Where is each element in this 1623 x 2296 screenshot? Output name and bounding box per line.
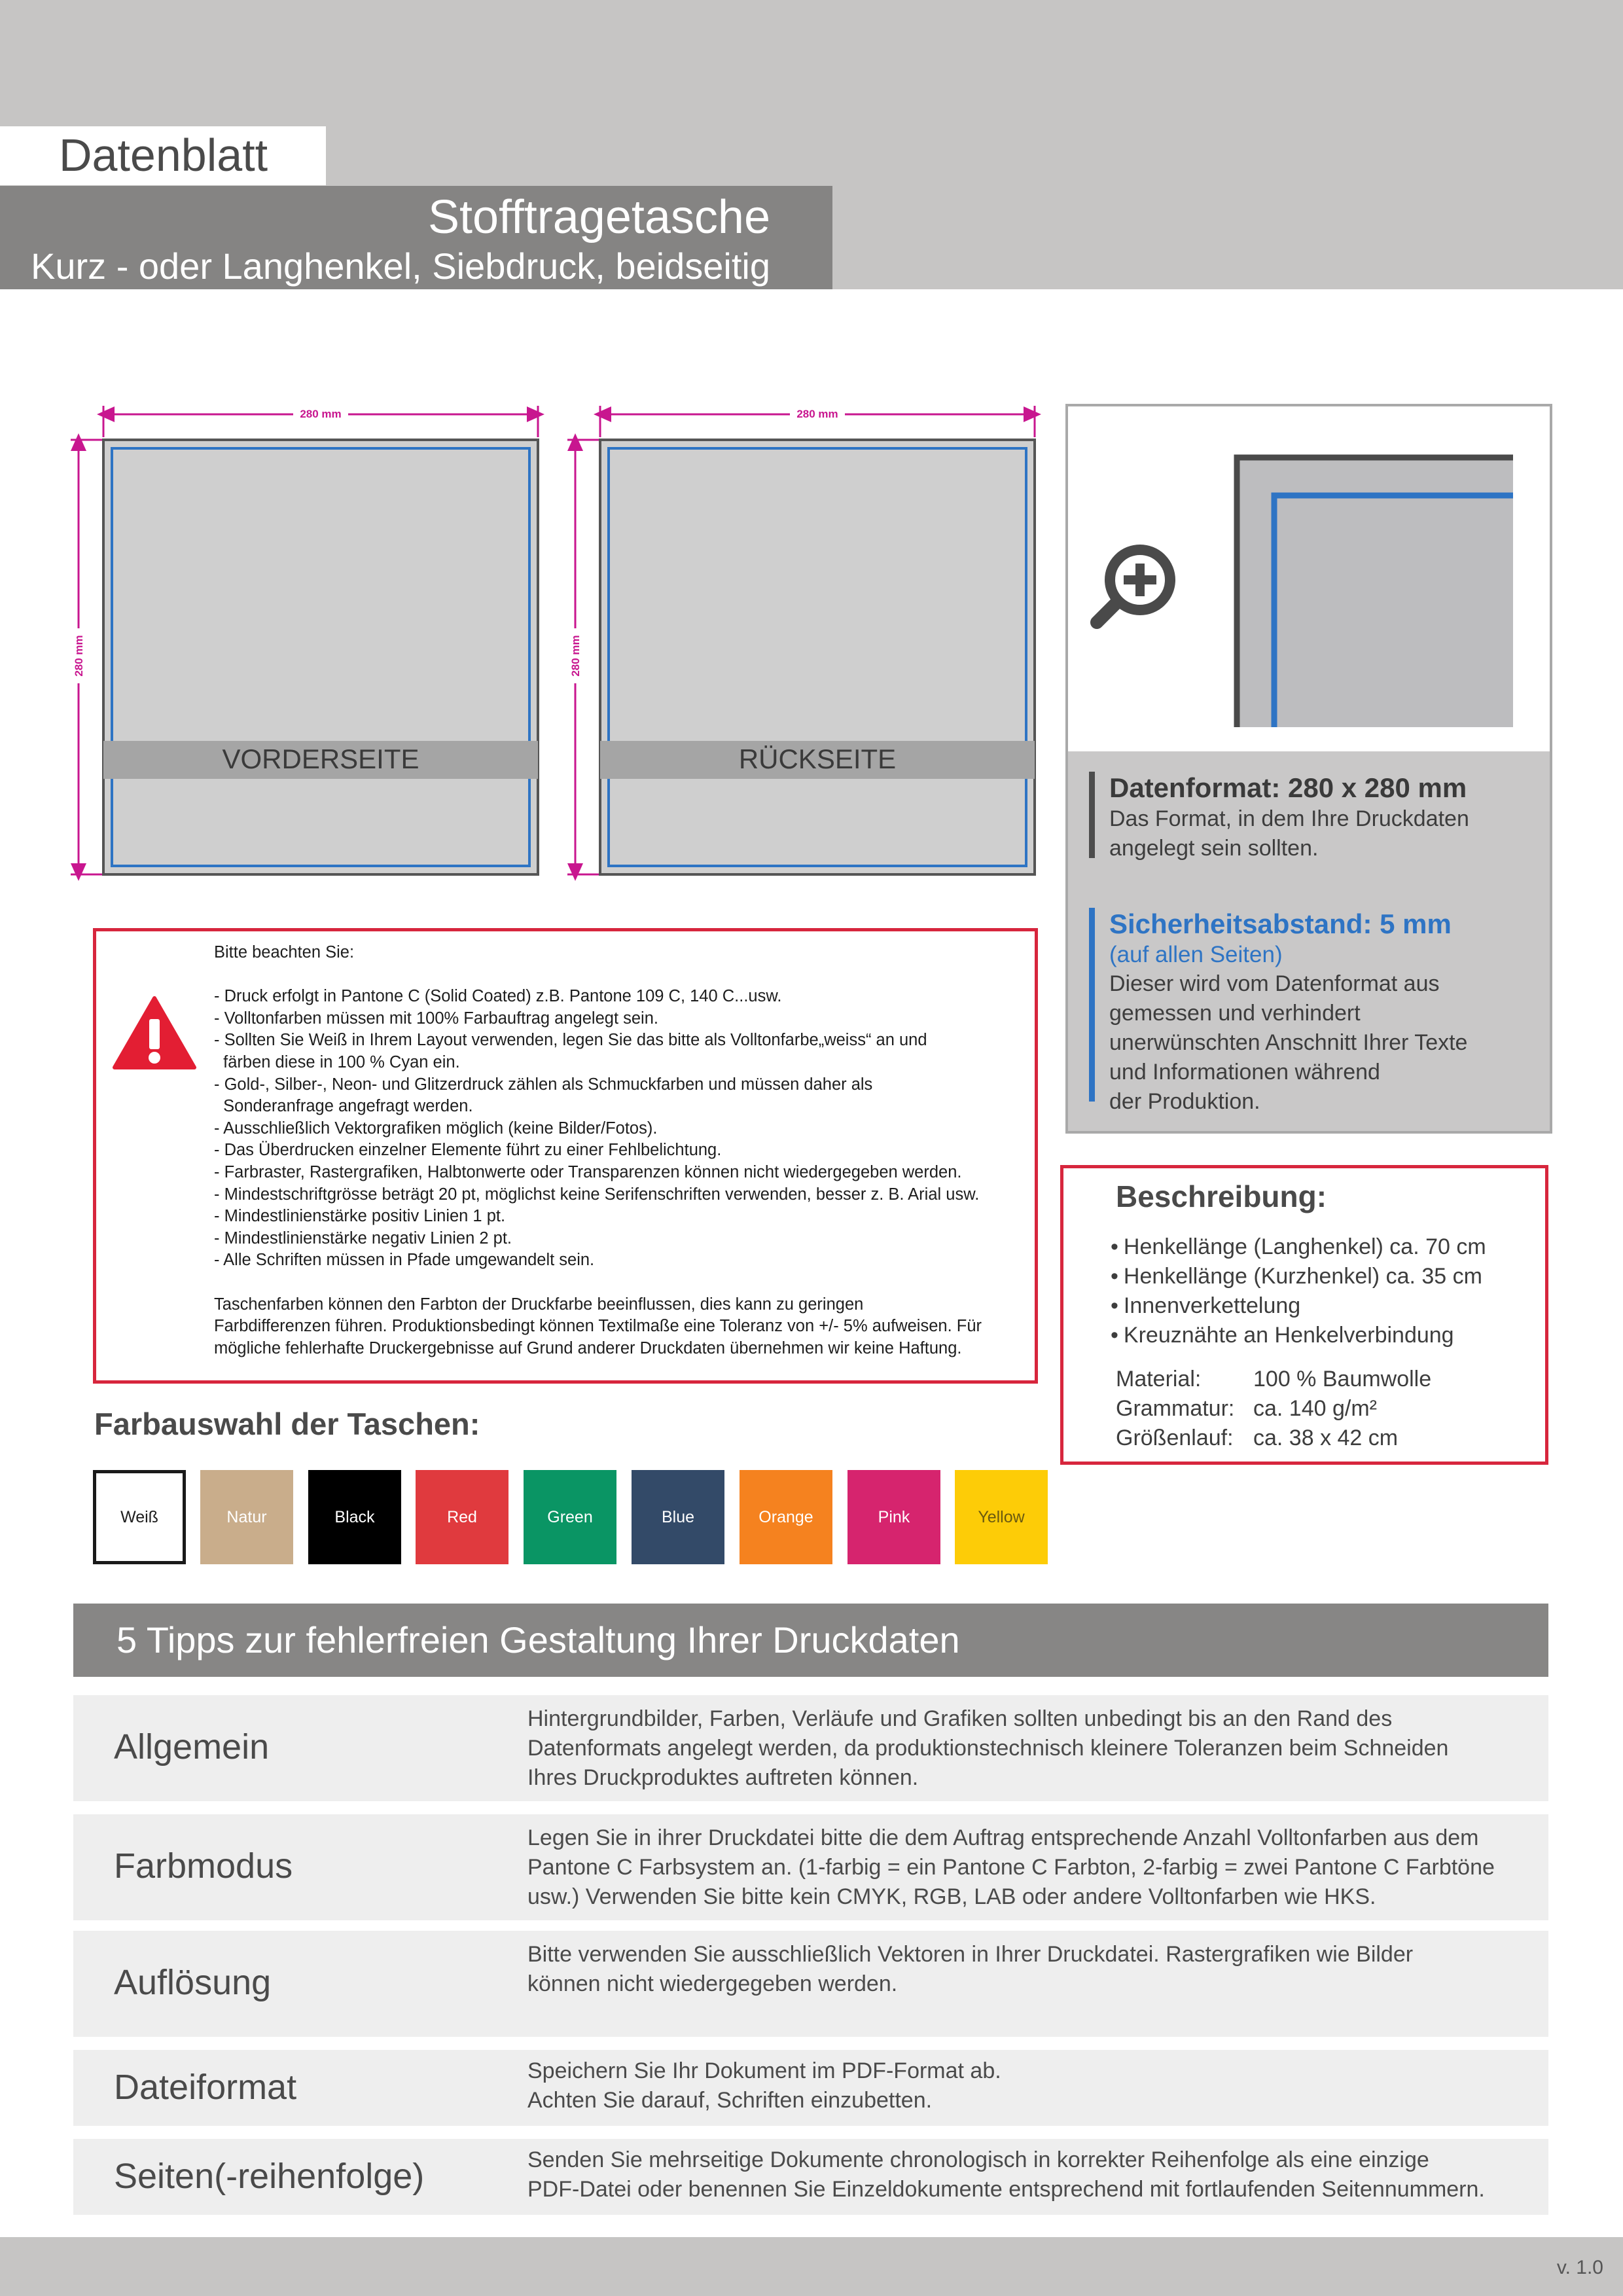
color-swatches bbox=[93, 1470, 1048, 1564]
tip-line: Legen Sie in ihrer Druckdatei bitte die dem Auftrag entsprechende Anzahl Volltonfarben aus dem bbox=[527, 1825, 1479, 1850]
tip-line: Senden Sie mehrseitige Dokumente chronologisch in korrekter Reihenfolge als eine einzige bbox=[527, 2147, 1429, 2172]
list-item: • Kreuznähte an Henkelverbindung bbox=[1111, 1321, 1486, 1350]
tip-row-allgemein bbox=[73, 1695, 1548, 1801]
spec-value: ca. 38 x 42 cm bbox=[1253, 1426, 1399, 1450]
swatch-label: Natur bbox=[226, 1507, 267, 1526]
tip-line: Datenformats angelegt werden, da produktionstechnisch kleinere Toleranzen beim Schneiden bbox=[527, 1736, 1449, 1761]
tip-line: Hintergrundbilder, Farben, Verläufe und Grafiken sollten unbedingt bis an den Rand des bbox=[527, 1706, 1393, 1731]
swatch-label: Weiß bbox=[120, 1507, 158, 1526]
notice-line bbox=[214, 1272, 1026, 1294]
swatch-label: Yellow bbox=[978, 1507, 1025, 1526]
zoom-panel bbox=[1065, 404, 1552, 1134]
swatch-pink[interactable] bbox=[847, 1470, 940, 1564]
product-title: Stofftragetasche bbox=[427, 191, 770, 243]
tip-body bbox=[527, 2056, 1535, 2115]
notice-line: färben diese in 100 % Cyan ein. bbox=[214, 1052, 460, 1071]
tip-line: Ihres Druckproduktes auftreten können. bbox=[527, 1765, 919, 1790]
notice-line: - Alle Schriften müssen in Pfade umgewandelt sein. bbox=[214, 1251, 595, 1270]
swatch-blue[interactable] bbox=[632, 1470, 724, 1564]
swatch-red[interactable] bbox=[416, 1470, 508, 1564]
spec-value: 100 % Baumwolle bbox=[1253, 1367, 1432, 1391]
safety-info bbox=[1089, 908, 1521, 1114]
format-text-1: Das Format, in dem Ihre Druckdaten bbox=[1109, 806, 1469, 831]
notice-line: - Mindestschriftgrösse beträgt 20 pt, möglichst keine Serifenschriften verwenden, besser z. B. Arial usw. bbox=[214, 1185, 980, 1204]
tip-line: Pantone C Farbsystem an. (1-farbig = ein Pantone C Farbton, 2-farbig = zwei Pantone C Farbtöne bbox=[527, 1855, 1495, 1880]
notice-line: - Mindestlinienstärke positiv Linien 1 pt. bbox=[214, 1207, 506, 1226]
tip-line: Speichern Sie Ihr Dokument im PDF-Format ab. bbox=[527, 2058, 1001, 2083]
safety-text-3: unerwünschten Anschnitt Ihrer Texte bbox=[1109, 1030, 1468, 1055]
spec-table bbox=[1116, 1365, 1431, 1453]
safety-subtitle: (auf allen Seiten) bbox=[1109, 942, 1283, 967]
tip-name: Seiten(-reihenfolge) bbox=[114, 2157, 425, 2196]
notice-line: mögliche fehlerhafte Druckergebnisse auf Grund anderer Druckdaten übernehmen wir keine Haftung. bbox=[214, 1338, 962, 1357]
safety-title: Sicherheitsabstand: 5 mm bbox=[1109, 908, 1452, 939]
notice-box bbox=[93, 928, 1038, 1384]
notice-line: Taschenfarben können den Farbton der Druckfarbe beeinflussen, dies kann zu geringen bbox=[214, 1295, 864, 1314]
back-template bbox=[565, 405, 1035, 874]
swatch-black[interactable] bbox=[308, 1470, 401, 1564]
print-templates bbox=[0, 0, 1060, 890]
swatch-label: Black bbox=[334, 1507, 375, 1526]
back-height-label: 280 mm bbox=[569, 635, 582, 677]
notice-line: - Mindestlinienstärke negativ Linien 2 pt. bbox=[214, 1229, 512, 1247]
tip-row-dateiformat bbox=[73, 2050, 1548, 2126]
tip-line: usw.) Verwenden Sie bitte kein CMYK, RGB, LAB oder andere Volltonfarben wie HKS. bbox=[527, 1884, 1376, 1909]
footer-band bbox=[0, 2237, 1623, 2296]
notice-line bbox=[214, 964, 1026, 986]
table-row bbox=[1116, 1365, 1431, 1394]
notice-line: Sonderanfrage angefragt werden. bbox=[214, 1097, 473, 1116]
tip-body bbox=[527, 1823, 1535, 1912]
notice-line: - Sollten Sie Weiß in Ihrem Layout verwenden, legen Sie das bitte als Volltonfarbe„weiss“ an und bbox=[214, 1031, 927, 1050]
description-title: Beschreibung: bbox=[1116, 1179, 1327, 1213]
tip-line: Achten Sie darauf, Schriften einzubetten. bbox=[527, 2088, 933, 2113]
notice-line: - Farbraster, Rastergrafiken, Halbtonwerte oder Transparenzen können nicht wiedergegeben werden. bbox=[214, 1162, 962, 1181]
tip-body bbox=[527, 1940, 1535, 1999]
format-title: Datenformat: 280 x 280 mm bbox=[1109, 772, 1467, 803]
warning-icon bbox=[112, 994, 197, 1073]
safety-text-4: und Informationen während bbox=[1109, 1060, 1380, 1085]
doc-label: Datenblatt bbox=[59, 130, 268, 181]
back-width-label: 280 mm bbox=[796, 408, 838, 420]
swatch-yellow[interactable] bbox=[955, 1470, 1048, 1564]
tip-body bbox=[527, 2145, 1535, 2204]
notice-line: - Gold-, Silber-, Neon- und Glitzerdruck zählen als Schmuckfarben und müssen daher als bbox=[214, 1075, 873, 1094]
spec-key: Größenlauf: bbox=[1116, 1426, 1234, 1450]
zoom-detail bbox=[1068, 406, 1550, 751]
swatch-label: Orange bbox=[758, 1507, 813, 1526]
zoom-in-icon bbox=[1097, 550, 1170, 622]
product-subtitle: Kurz - oder Langhenkel, Siebdruck, beidseitig bbox=[30, 245, 770, 287]
table-row bbox=[1116, 1424, 1431, 1453]
swatch-label: Red bbox=[447, 1507, 477, 1526]
spec-key: Material: bbox=[1116, 1367, 1202, 1391]
spec-key: Grammatur: bbox=[1116, 1396, 1235, 1421]
notice-line: - Druck erfolgt in Pantone C (Solid Coated) z.B. Pantone 109 C, 140 C...usw. bbox=[214, 987, 782, 1006]
tip-line: PDF-Datei oder benennen Sie Einzeldokumente entsprechend mit fortlaufenden Seitennummern. bbox=[527, 2177, 1485, 2202]
list-item: • Henkellänge (Kurzhenkel) ca. 35 cm bbox=[1111, 1262, 1486, 1291]
list-item: • Henkellänge (Langhenkel) ca. 70 cm bbox=[1111, 1232, 1486, 1262]
table-row bbox=[1116, 1394, 1431, 1424]
swatch-label: Green bbox=[547, 1507, 593, 1526]
tip-name: Dateiformat bbox=[114, 2068, 297, 2107]
front-height-label: 280 mm bbox=[73, 635, 85, 677]
swatch-weiss[interactable] bbox=[93, 1470, 186, 1564]
notice-line: - Ausschließlich Vektorgrafiken möglich (keine Bilder/Fotos). bbox=[214, 1119, 658, 1138]
tips-heading: 5 Tipps zur fehlerfreien Gestaltung Ihrer Druckdaten bbox=[73, 1604, 1548, 1677]
tip-name: Auflösung bbox=[114, 1963, 272, 2002]
spec-value: ca. 140 g/m² bbox=[1253, 1396, 1377, 1421]
description-box bbox=[1060, 1165, 1548, 1465]
swatch-green[interactable] bbox=[524, 1470, 616, 1564]
notice-text bbox=[214, 942, 1026, 1359]
tip-line: Bitte verwenden Sie ausschließlich Vektoren in Ihrer Druckdatei. Rastergrafiken wie Bilder bbox=[527, 1942, 1414, 1967]
safety-text-2: gemessen und verhindert bbox=[1109, 1001, 1361, 1026]
swatch-label: Pink bbox=[878, 1507, 910, 1526]
notice-line: - Das Überdrucken einzelner Elemente führt zu einer Fehlbelichtung. bbox=[214, 1141, 722, 1160]
notice-line: Bitte beachten Sie: bbox=[214, 943, 355, 961]
front-template bbox=[68, 405, 538, 874]
notice-line: Farbdifferenzen führen. Produktionsbedingt können Textilmaße eine Toleranz von +/- 5% aufweisen. Für bbox=[214, 1317, 982, 1336]
tip-row-aufloesung bbox=[73, 1931, 1548, 2037]
back-label: RÜCKSEITE bbox=[738, 744, 897, 774]
swatch-label: Blue bbox=[661, 1507, 695, 1526]
swatch-orange[interactable] bbox=[740, 1470, 832, 1564]
notice-line: - Volltonfarben müssen mit 100% Farbauftrag angelegt sein. bbox=[214, 1009, 658, 1028]
tip-row-farbmodus bbox=[73, 1814, 1548, 1920]
tip-name: Farbmodus bbox=[114, 1846, 293, 1886]
tip-row-seitenreihenfolge bbox=[73, 2139, 1548, 2215]
format-info bbox=[1089, 772, 1521, 861]
colors-title: Farbauswahl der Taschen: bbox=[94, 1407, 480, 1441]
tip-line: können nicht wiedergegeben werden. bbox=[527, 1971, 898, 1996]
safety-text-1: Dieser wird vom Datenformat aus bbox=[1109, 971, 1440, 996]
front-width-label: 280 mm bbox=[300, 408, 342, 420]
front-label: VORDERSEITE bbox=[222, 744, 419, 774]
format-text-2: angelegt sein sollten. bbox=[1109, 836, 1319, 861]
tip-name: Allgemein bbox=[114, 1727, 270, 1767]
description-bullets bbox=[1111, 1232, 1486, 1350]
list-item: • Innenverkettelung bbox=[1111, 1291, 1486, 1321]
safety-text-5: der Produktion. bbox=[1109, 1089, 1260, 1114]
tip-body bbox=[527, 1704, 1535, 1793]
swatch-natur[interactable] bbox=[200, 1470, 293, 1564]
version-label: v. 1.0 bbox=[1556, 2257, 1603, 2278]
